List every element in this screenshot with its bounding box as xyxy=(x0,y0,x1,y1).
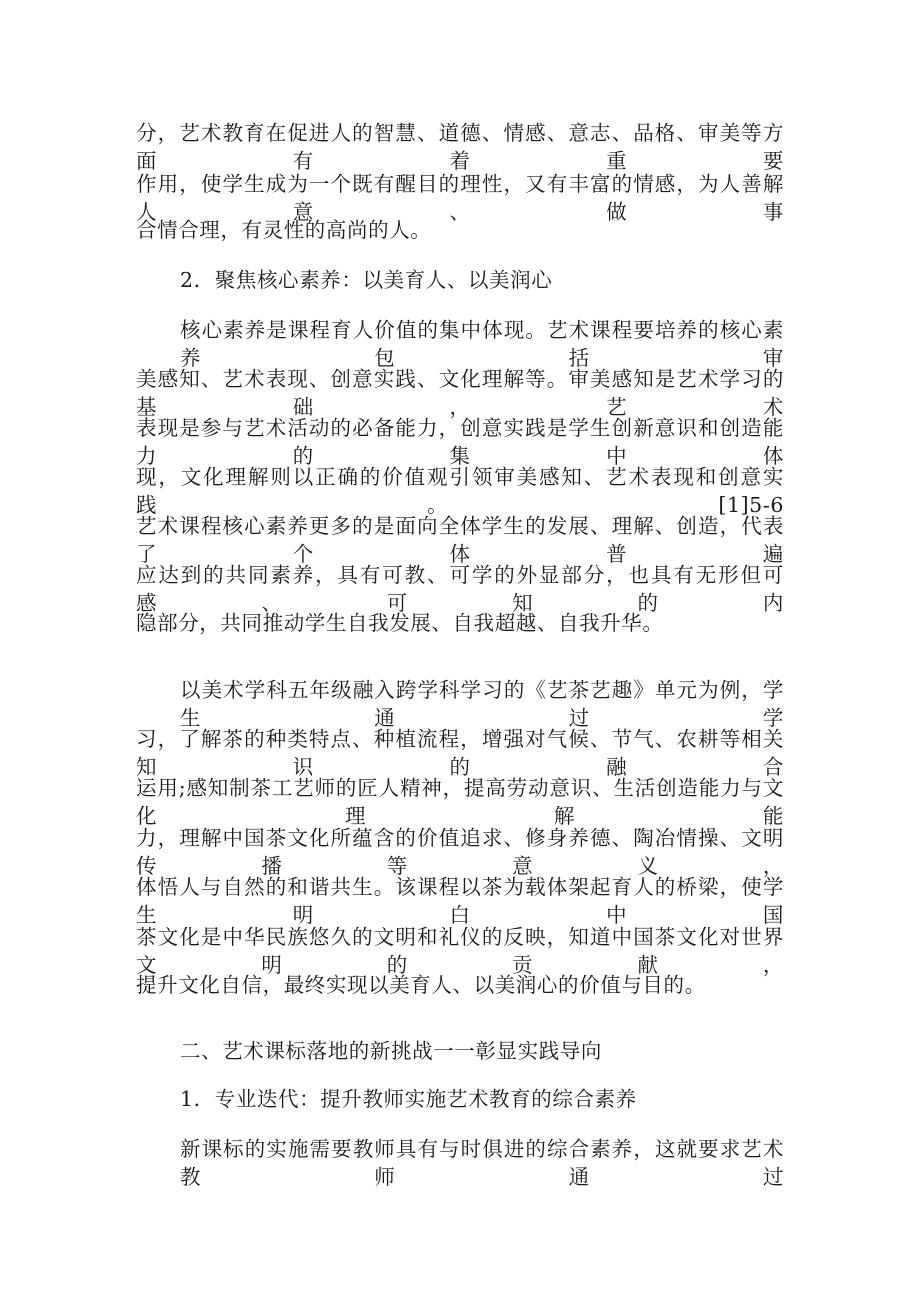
paragraph-line: 运用;感知制茶工艺师的匠人精神，提高劳动意识、生活创造能力与文化理解能 xyxy=(136,776,784,828)
paragraph-line: 提升文化自信，最终实现以美育人、以美润心的价值与目的。 xyxy=(136,973,706,997)
paragraph-line: 核心素养是课程育人价值的集中体现。艺术课程要培养的核心素养包括审 xyxy=(180,318,784,370)
chapter-heading: 二、艺术课标落地的新挑战一一彰显实践导向 xyxy=(180,1039,602,1063)
paragraph-line: 表现是参与艺术活动的必备能力，创意实践是学生创新意识和创造能力的集中体 xyxy=(136,416,784,468)
paragraph-line: 习，了解茶的种类特点、种植流程，增强对气候、节气、农耕等相关知识的融合 xyxy=(136,727,784,779)
paragraph-line: 体悟人与自然的和谐共生。该课程以茶为载体架起育人的桥梁，使学生明白中国 xyxy=(136,875,784,927)
paragraph-line: 现，文化理解则以正确的价值观引领审美感知、艺术表现和创意实践。[1]5-6 xyxy=(136,465,784,517)
paragraph-line: 分，艺术教育在促进人的智慧、道德、情感、意志、品格、审美等方面有着重要 xyxy=(136,121,784,173)
paragraph-line: 应达到的共同素养，具有可教、可学的外显部分，也具有无形但可感、可知的内 xyxy=(136,563,784,615)
paragraph-line: 新课标的实施需要教师具有与时俱进的综合素养，这就要求艺术教师通过 xyxy=(180,1137,784,1189)
section-heading: 2．聚焦核心素养：以美育人、以美润心 xyxy=(180,268,553,292)
paragraph-line: 合情合理，有灵性的高尚的人。 xyxy=(136,218,432,242)
paragraph-line: 以美术学科五年级融入跨学科学习的《艺茶艺趣》单元为例，学生通过学 xyxy=(180,678,784,730)
paragraph-line: 作用，使学生成为一个既有醒目的理性，又有丰富的情感，为人善解人意、做事 xyxy=(136,172,784,224)
paragraph-line: 隐部分，共同推动学生自我发展、自我超越、自我升华。 xyxy=(136,611,664,635)
section-heading: 1．专业迭代：提升教师实施艺术教育的综合素养 xyxy=(180,1087,637,1111)
paragraph-line: 美感知、艺术表现、创意实践、文化理解等。审美感知是艺术学习的基础，艺术 xyxy=(136,367,784,419)
paragraph-line: 茶文化是中华民族悠久的文明和礼仪的反映，知道中国茶文化对世界文明的贡献， xyxy=(136,925,784,977)
paragraph-line: 力，理解中国茶文化所蕴含的价值追求、修身养德、陶冶情操、文明传播等意义， xyxy=(136,826,784,878)
paragraph-line: 艺术课程核心素养更多的是面向全体学生的发展、理解、创造，代表了个体普遍 xyxy=(136,514,784,566)
